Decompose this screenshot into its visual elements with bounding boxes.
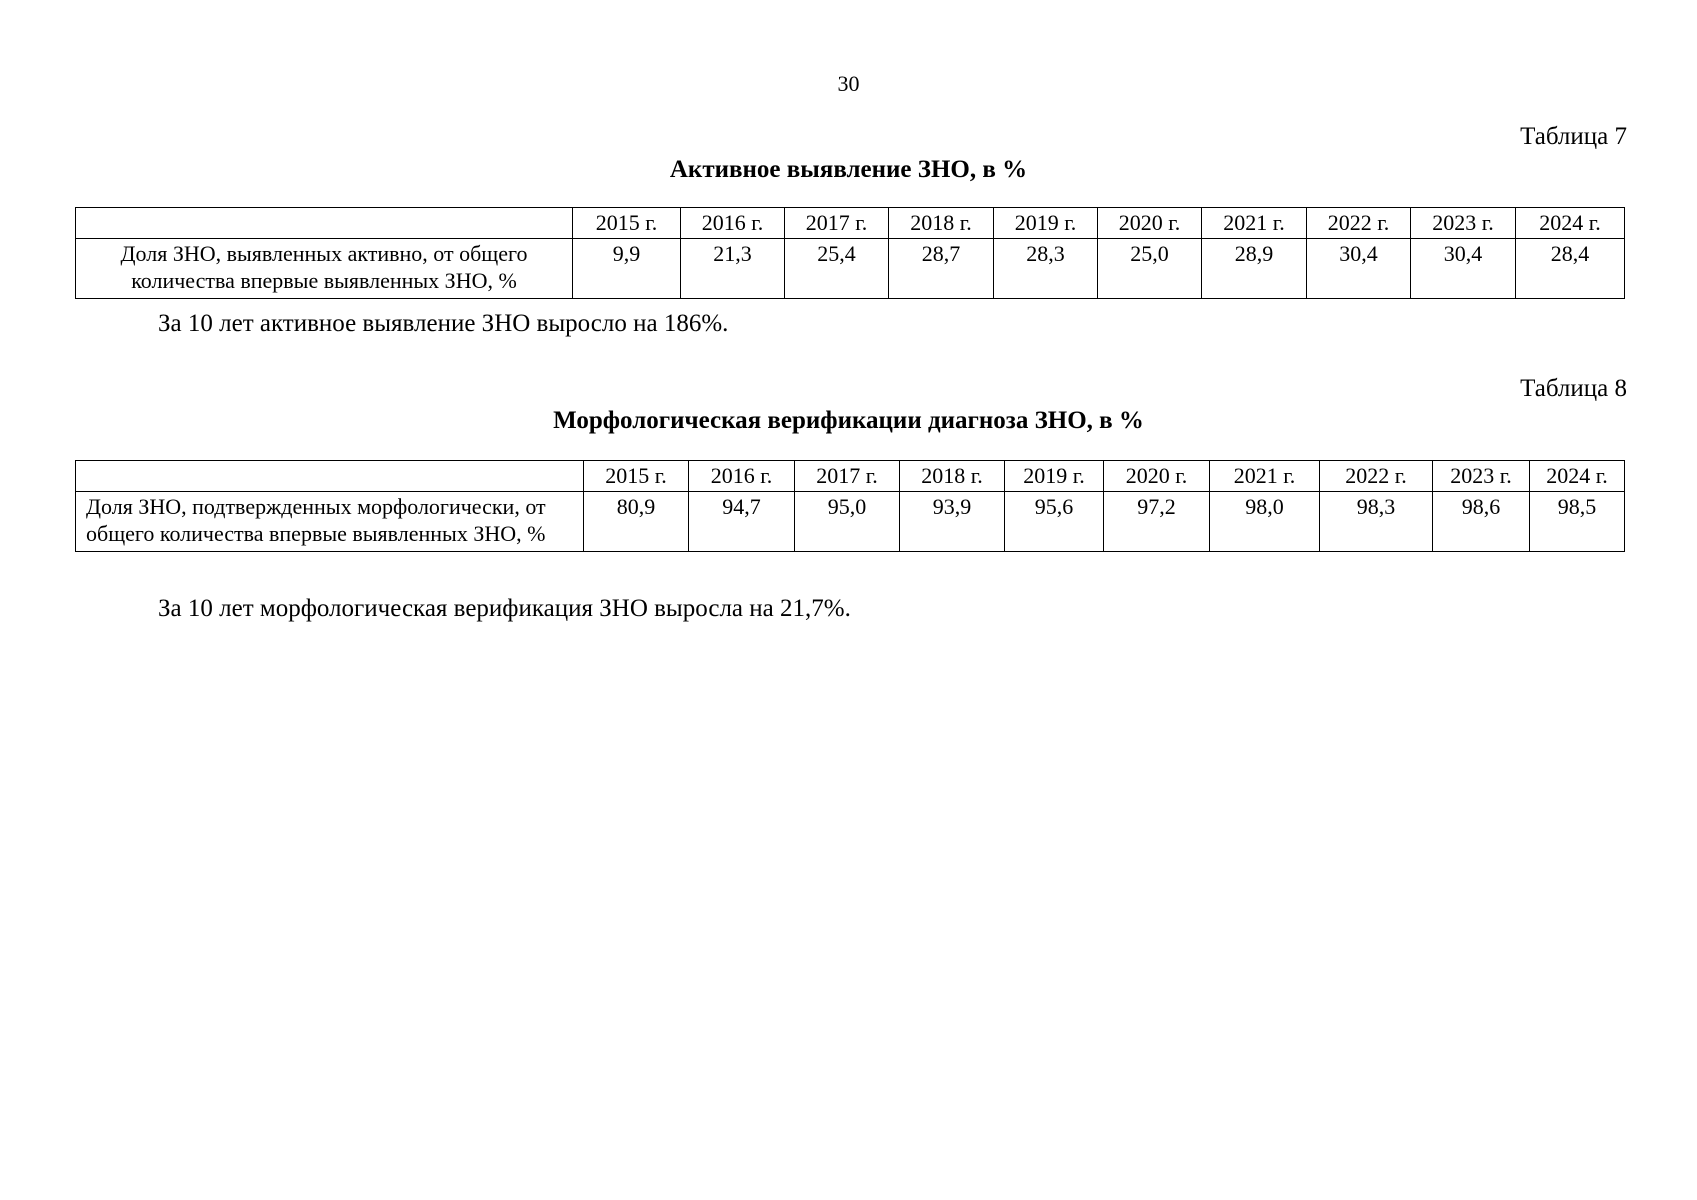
table-7-year-header: 2015 г. (573, 208, 681, 239)
table-8-value-cell: 80,9 (584, 492, 689, 552)
table-7-year-header: 2020 г. (1098, 208, 1202, 239)
table-7 (75, 207, 1625, 299)
table-7-value-cell: 25,0 (1098, 239, 1202, 299)
table-8-year-header: 2018 г. (900, 461, 1005, 492)
table-8-year-header: 2017 г. (795, 461, 900, 492)
table-7-year-header: 2016 г. (681, 208, 785, 239)
table-7-year-header: 2018 г. (889, 208, 994, 239)
table-8-title: Морфологическая верификации диагноза ЗНО, в % (553, 407, 1144, 434)
table-7-value-cell: 28,3 (994, 239, 1098, 299)
table-7-value-cell: 28,9 (1202, 239, 1307, 299)
table-7-corner-cell (76, 208, 573, 239)
table-7-value-cell: 28,7 (889, 239, 994, 299)
table-8-year-header: 2016 г. (689, 461, 795, 492)
table-8-year-header: 2020 г. (1104, 461, 1210, 492)
table-8-corner-cell (76, 461, 584, 492)
table-7-year-header: 2019 г. (994, 208, 1098, 239)
table-8-value-cell: 94,7 (689, 492, 795, 552)
table-7-value-cell: 25,4 (785, 239, 889, 299)
table-7-year-header: 2021 г. (1202, 208, 1307, 239)
table-8-year-header: 2019 г. (1005, 461, 1104, 492)
table-7-summary: За 10 лет активное выявление ЗНО выросло на 186%. (158, 310, 729, 337)
table-8-value-cell: 98,5 (1530, 492, 1625, 552)
table-7-year-header: 2024 г. (1516, 208, 1625, 239)
table-7-year-header: 2023 г. (1411, 208, 1516, 239)
table-8-row-label: Доля ЗНО, подтвержденных морфологически, от общего количества впервые выявленных ЗНО, % (76, 492, 584, 552)
table-8-data-row (76, 492, 1625, 552)
table-8-year-header: 2022 г. (1320, 461, 1433, 492)
table-8-value-cell: 93,9 (900, 492, 1005, 552)
table-8-value-cell: 95,0 (795, 492, 900, 552)
table-8-value-cell: 98,0 (1210, 492, 1320, 552)
table-8-value-cell: 98,3 (1320, 492, 1433, 552)
table-8-value-cell: 98,6 (1433, 492, 1530, 552)
table-7-header-row (76, 208, 1625, 239)
table-7-row-label: Доля ЗНО, выявленных активно, от общего количества впервые выявленных ЗНО, % (76, 239, 573, 299)
table-7-value-cell: 21,3 (681, 239, 785, 299)
table-7-value-cell: 28,4 (1516, 239, 1625, 299)
table-8-value-cell: 95,6 (1005, 492, 1104, 552)
table-7-caption: Таблица 7 (1520, 123, 1627, 150)
table-7-year-header: 2022 г. (1307, 208, 1411, 239)
table-8-year-header: 2023 г. (1433, 461, 1530, 492)
table-8-caption: Таблица 8 (1520, 375, 1627, 402)
table-7-title: Активное выявление ЗНО, в % (669, 156, 1028, 183)
page-number: 30 (837, 71, 860, 96)
table-7-data-row (76, 239, 1625, 299)
table-8-header-row (76, 461, 1625, 492)
table-7-value-cell: 9,9 (573, 239, 681, 299)
table-7-value-cell: 30,4 (1307, 239, 1411, 299)
table-8-year-header: 2015 г. (584, 461, 689, 492)
table-8-year-header: 2021 г. (1210, 461, 1320, 492)
table-8 (75, 460, 1625, 552)
table-8-summary: За 10 лет морфологическая верификация ЗНО выросла на 21,7%. (158, 595, 851, 622)
table-7-value-cell: 30,4 (1411, 239, 1516, 299)
table-7-year-header: 2017 г. (785, 208, 889, 239)
table-8-value-cell: 97,2 (1104, 492, 1210, 552)
table-8-year-header: 2024 г. (1530, 461, 1625, 492)
